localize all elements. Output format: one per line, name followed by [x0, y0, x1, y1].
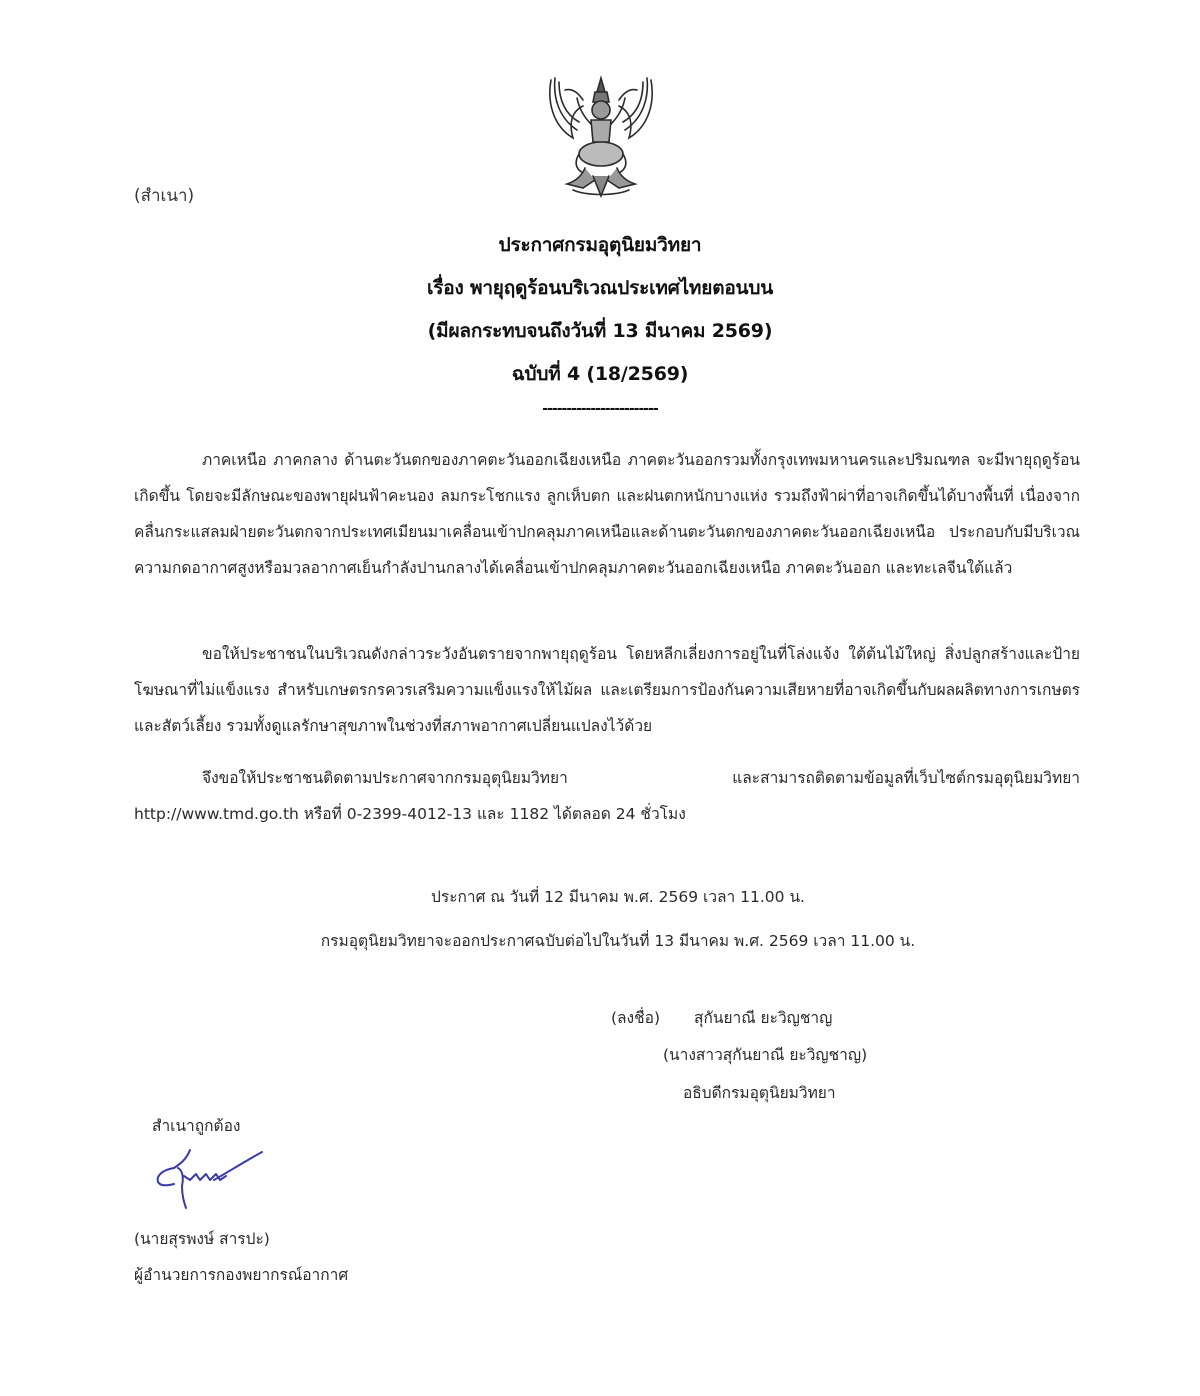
certified-copy-label: สำเนาถูกต้อง [152, 1117, 241, 1135]
paragraph-text: จึงขอให้ประชาชนติดตามประกาศจากกรมอุตุนิยมวิทยา และสามารถติดตามข้อมูลที่เว็บไซต์กรมอุตุนิยมวิทยา http://www.tmd.go.th หรือที่ 0-2399-4012-13 และ 1182 ได้ตลอด 24 ชั่วโมง [134, 769, 1080, 823]
signatory-full-name: (นางสาวสุกันยาณี ยะวิญชาญ) [663, 1046, 868, 1064]
effective-date-line: (มีผลกระทบจนถึงวันที่ 13 มีนาคม 2569) [427, 320, 773, 342]
handwritten-signature-icon [152, 1146, 264, 1210]
signature-label: (ลงชื่อ) [611, 1009, 660, 1027]
paragraph-contact [134, 760, 1080, 832]
paragraph-forecast [134, 442, 1080, 586]
signatory-name: สุกันยาณี ยะวิญชาญ [694, 1009, 833, 1027]
paragraph-text: ภาคเหนือ ภาคกลาง ด้านตะวันตกของภาคตะวันออกเฉียงเหนือ ภาคตะวันออกรวมทั้งกรุงเทพมหานครและปริมณฑล จะมีพายุฤดูร้อนเกิดขึ้น โดยจะมีลักษณะของพายุฝนฟ้าคะนอง ลมกระโชกแรง ลูกเห็บตก และฝนตกหนักบางแห่ง รวมถึงฟ้าผ่าที่อาจเกิดขึ้นได้บางพื้นที่ เนื่องจากคลื่นกระแสลมฝ่ายตะวันตกจากประเทศเมียนมาเคลื่อนเข้าปกคลุมภาคเหนือและด้านตะวันตกของภาคตะวันออกเฉียงเหนือ ประกอบกับมีบริเวณความกดอากาศสูงหรือมวลอากาศเย็นกำลังปานกลางได้เคลื่อนเข้าปกคลุมภาคตะวันออกเฉียงเหนือ ภาคตะวันออก และทะเลจีนใต้แล้ว [134, 451, 1080, 577]
title-block [0, 224, 1200, 422]
title-divider: ------------------------ [542, 401, 658, 417]
copy-mark: (สำเนา) [134, 186, 195, 206]
certifier-position: ผู้อำนวยการกองพยากรณ์อากาศ [134, 1266, 349, 1284]
paragraph-text: ขอให้ประชาชนในบริเวณดังกล่าวระวังอันตรายจากพายุฤดูร้อน โดยหลีกเลี่ยงการอยู่ในที่โล่งแจ้ง ใต้ต้นไม้ใหญ่ สิ่งปลูกสร้างและป้ายโฆษณาที่ไม่แข็งแรง สำหรับเกษตรกรควรเสริมความแข็งแรงให้ไม้ผล และเตรียมการป้องกันความเสียหายที่อาจเกิดขึ้นกับผลผลิตทางการเกษตรและสัตว์เลี้ยง รวมทั้งดูแลรักษาสุขภาพในช่วงที่สภาพอากาศเปลี่ยนแปลงไว้ด้วย [134, 645, 1080, 735]
issued-date-line: ประกาศ ณ วันที่ 12 มีนาคม พ.ศ. 2569 เวลา 11.00 น. [431, 888, 805, 906]
signatory-position: อธิบดีกรมอุตุนิยมวิทยา [683, 1084, 836, 1102]
next-issue-line: กรมอุตุนิยมวิทยาจะออกประกาศฉบับต่อไปในวันที่ 13 มีนาคม พ.ศ. 2569 เวลา 11.00 น. [320, 932, 916, 950]
garuda-emblem-icon [543, 72, 659, 200]
paragraph-advice [134, 636, 1080, 744]
issue-number: ฉบับที่ 4 (18/2569) [511, 363, 689, 385]
certifier-name: (นายสุรพงษ์ สารปะ) [134, 1230, 270, 1248]
page-title: ประกาศกรมอุตุนิยมวิทยา [498, 234, 702, 256]
subject-line: เรื่อง พายุฤดูร้อนบริเวณประเทศไทยตอนบน [427, 277, 773, 299]
